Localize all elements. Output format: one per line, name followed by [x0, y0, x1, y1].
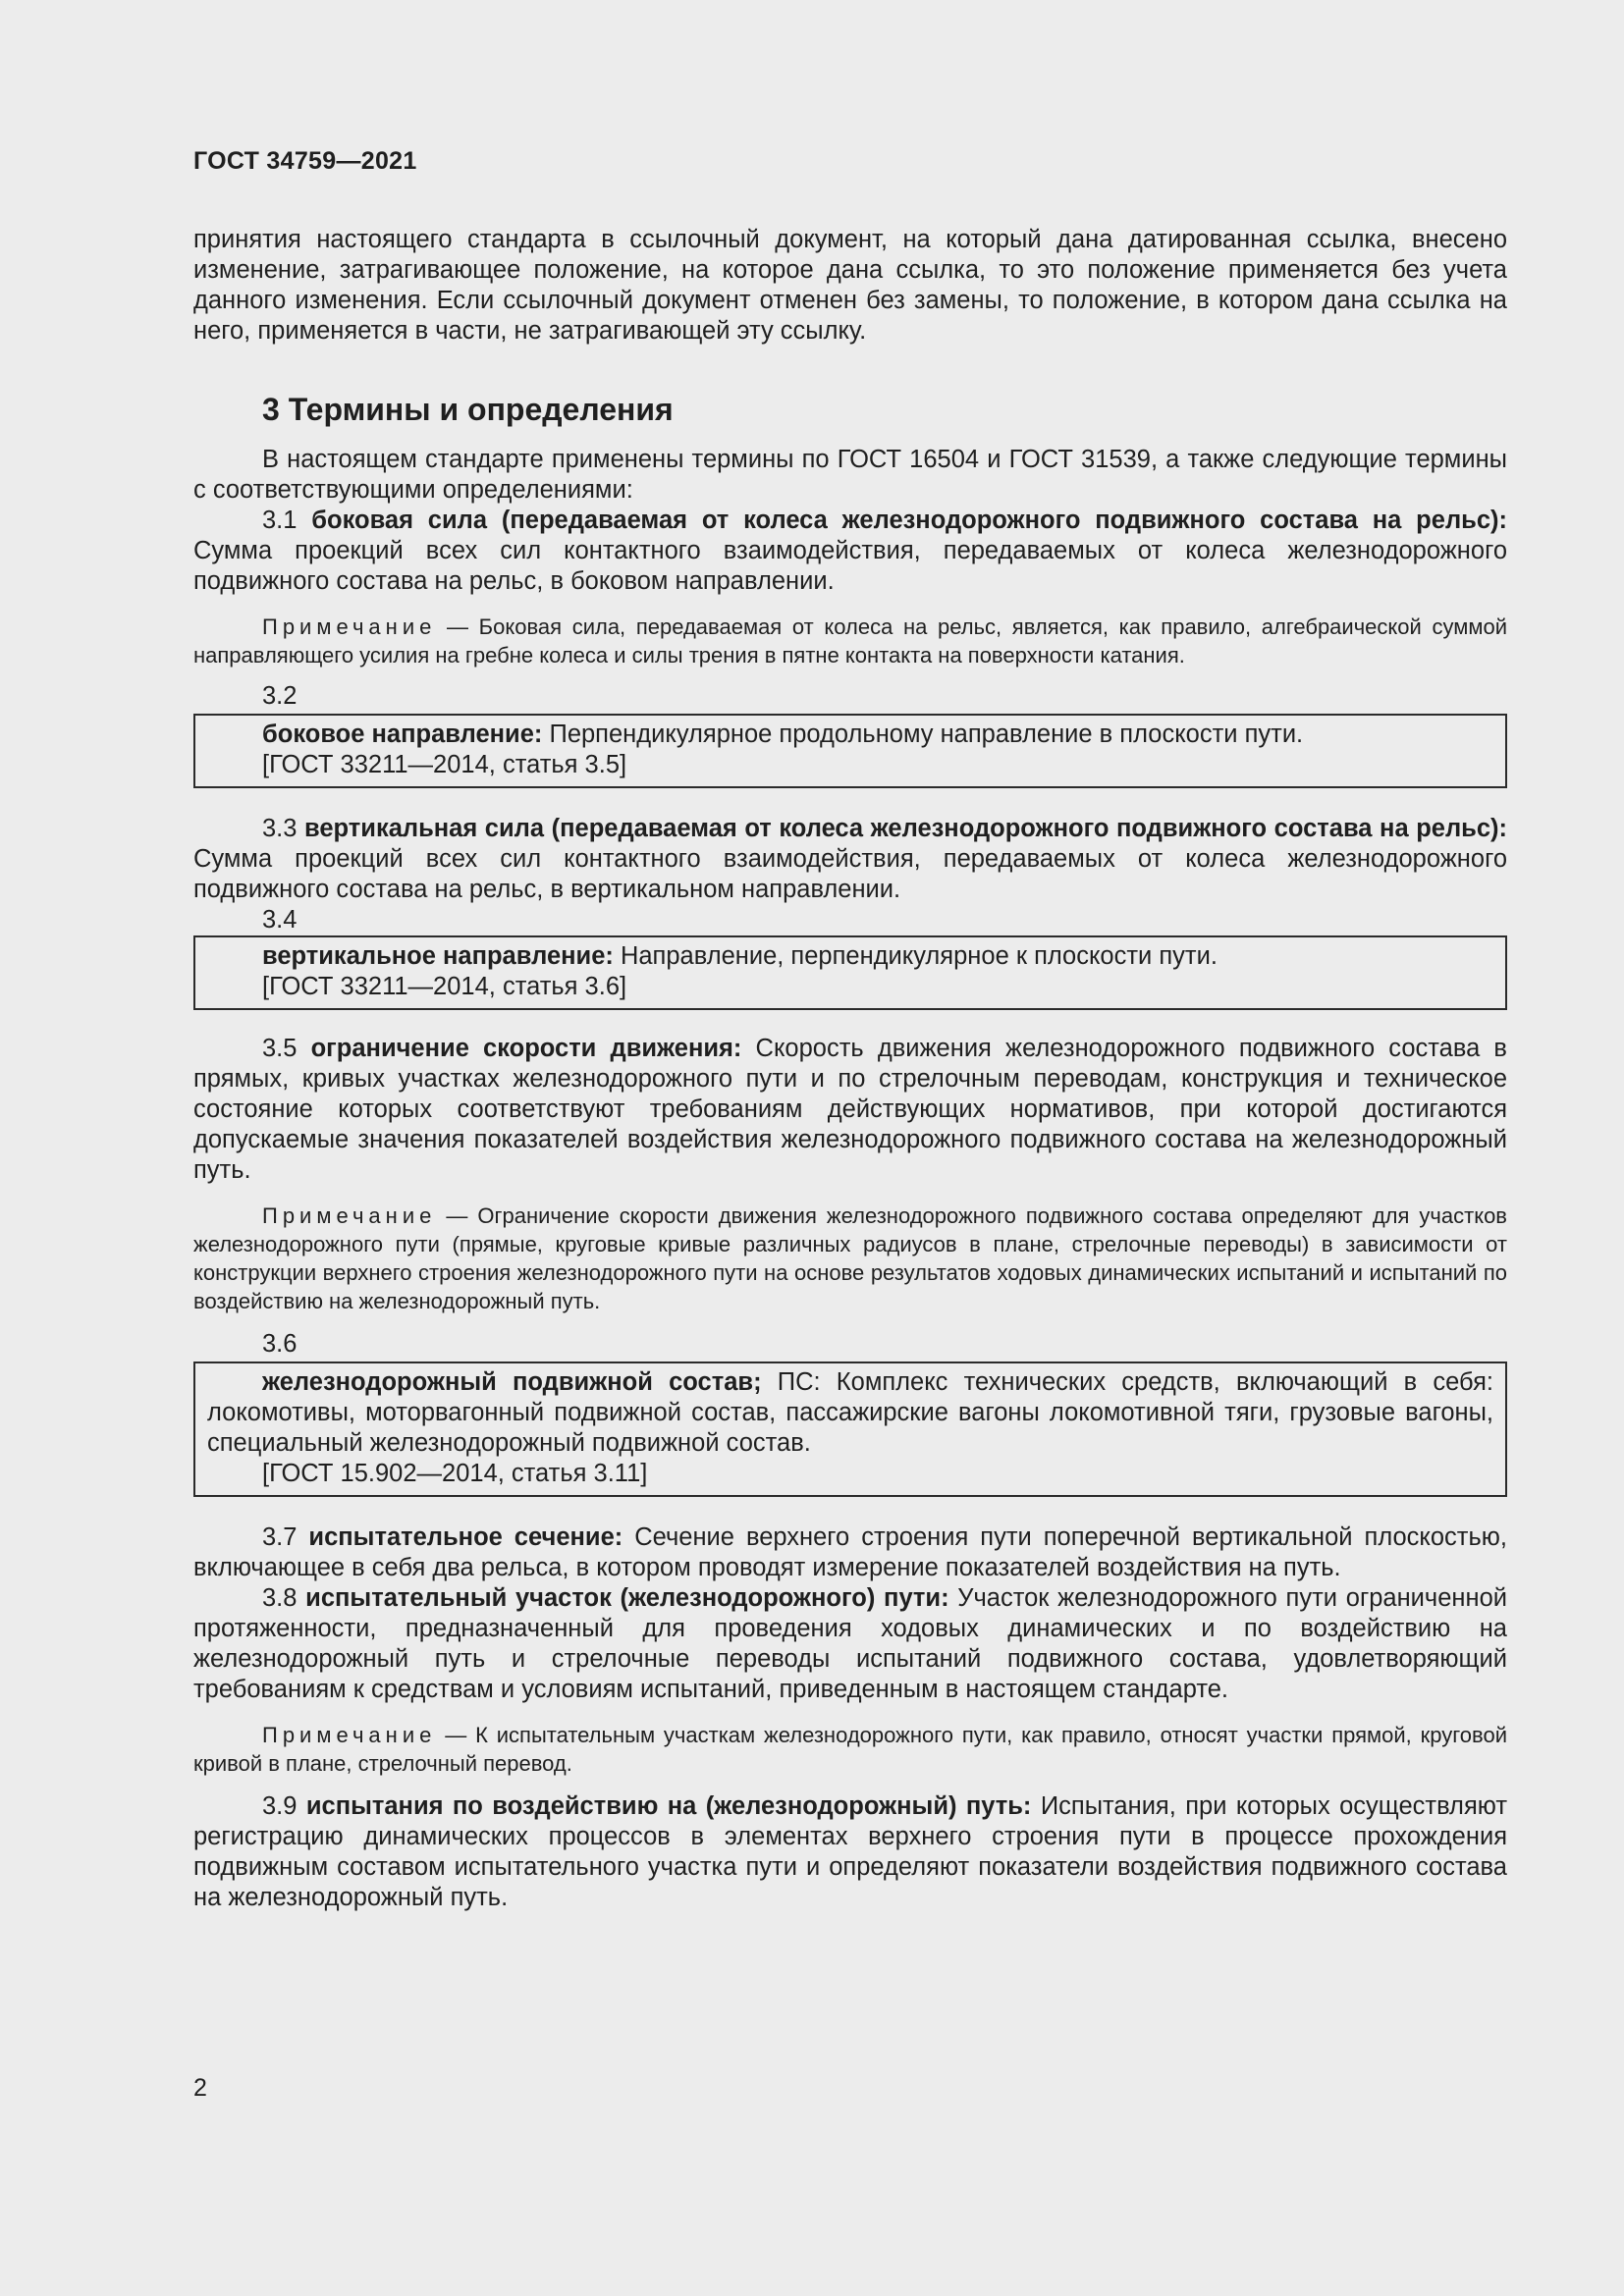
term-definition: Испытания, при которых осуществляют регистрацию динамических процессов в элементах верхнего строения пути в процессе прохождения подвижным составом испытательного участка пути и определяют показатели воздействия подвижного состава на железнодорожный путь. — [193, 1792, 1507, 1911]
term-3-9 — [193, 1791, 1507, 1913]
term-reference: [ГОСТ 33211—2014, статья 3.6] — [262, 973, 627, 1000]
document-header: ГОСТ 34759—2021 — [193, 147, 417, 175]
term-3-2-box — [193, 714, 1507, 788]
note-3 — [193, 1721, 1507, 1778]
term-3-4-box — [193, 935, 1507, 1010]
term-title: испытательный участок (железнодорожного) пути: — [305, 1584, 949, 1612]
term-3-7 — [193, 1522, 1507, 1583]
note-1 — [193, 613, 1507, 669]
term-3-6 — [207, 1367, 1493, 1459]
term-3-4 — [207, 941, 1493, 972]
page-content — [193, 225, 1507, 1913]
term-number: 3.5 — [262, 1035, 311, 1062]
term-title: железнодорожный подвижной состав; — [262, 1368, 762, 1396]
term-3-3 — [193, 814, 1507, 905]
term-3-8 — [193, 1583, 1507, 1705]
term-3-4-number: 3.4 — [262, 906, 298, 934]
intro-paragraph: принятия настоящего стандарта в ссылочный документ, на который дана датированная ссылка, внесено изменение, затрагивающее положение, на которое дана ссылка, то это положение применяется без учета данного изменения. Если ссылочный документ отменен без замены, то положение, в котором дана ссылка на него, применяется в части, не затрагивающей эту ссылку. — [193, 226, 1507, 345]
term-number: 3.1 — [262, 507, 312, 534]
note-text: Ограничение скорости движения железнодорожного подвижного состава определяют для участков железнодорожного пути (прямые, круговые кривые различных радиусов в плане, стрелочные переводы) в зависимости от конструкции верхнего строения железнодорожного пути на основе результатов ходовых динамических испытаний и испытаний по воздействию на железнодорожный путь. — [193, 1203, 1507, 1313]
term-definition: Направление, перпендикулярное к плоскости пути. — [613, 942, 1218, 970]
term-definition: Сечение верхнего строения пути поперечной вертикальной плоскостью, включающее в себя два рельса, в котором проводят измерение показателей воздействия на путь. — [193, 1523, 1507, 1581]
term-reference: [ГОСТ 33211—2014, статья 3.5] — [262, 751, 627, 778]
term-3-6-box — [193, 1362, 1507, 1497]
note-dash: — — [436, 1723, 476, 1747]
note-label: Примечание — [262, 614, 437, 639]
term-number: 3.3 — [262, 815, 305, 842]
term-definition: ПС: Комплекс технических средств, включающий в себя: локомотивы, моторвагонный подвижной состав, пассажирские вагоны локомотивной тяги, грузовые вагоны, специальный железнодорожный подвижной состав. — [207, 1368, 1493, 1457]
term-definition: Участок железнодорожного пути ограниченной протяженности, предназначенный для проведения ходовых динамических и по воздействию на железнодорожный путь и стрелочные переводы испытаний подвижного состава, удовлетворяющий требованиям к средствам и условиям испытаний, приведенным в настоящем стандарте. — [193, 1584, 1507, 1703]
note-label: Примечание — [262, 1203, 437, 1228]
note-2 — [193, 1201, 1507, 1315]
term-definition: Перпендикулярное продольному направление в плоскости пути. — [542, 721, 1304, 748]
term-title: боковое направление: — [262, 721, 543, 748]
term-number: 3.8 — [262, 1584, 306, 1612]
term-definition: Скорость движения железнодорожного подвижного состава в прямых, кривых участках железнодорожного пути и по стрелочным переводам, конструкция и техническое состояние которых соответствуют требованиям действующих нормативов, при которой достигаются допускаемые значения показателей воздействия железнодорожного подвижного состава на железнодорожный путь. — [193, 1035, 1507, 1184]
term-definition: Сумма проекций всех сил контактного взаимодействия, передаваемых от колеса железнодорожного подвижного состава на рельс, в боковом направлении. — [193, 537, 1507, 595]
term-3-2-number: 3.2 — [262, 682, 298, 710]
term-title: вертикальное направление: — [262, 942, 614, 970]
note-dash: — — [436, 1203, 478, 1228]
term-number: 3.7 — [262, 1523, 309, 1551]
section-heading: 3 Термины и определения — [262, 392, 674, 427]
term-3-5 — [193, 1034, 1507, 1186]
note-dash: — — [436, 614, 479, 639]
term-title: вертикальная сила (передаваемая от колеса железнодорожного подвижного состава на рельс): — [304, 815, 1507, 842]
term-title: испытания по воздействию на (железнодорожный) путь: — [305, 1792, 1032, 1820]
note-text: Боковая сила, передаваемая от колеса на рельс, является, как правило, алгебраической суммой направляющего усилия на гребне колеса и силы трения в пятне контакта на поверхности катания. — [193, 614, 1507, 667]
term-3-2 — [207, 720, 1493, 750]
section-lead: В настоящем стандарте применены термины по ГОСТ 16504 и ГОСТ 31539, а также следующие термины с соответствующими определениями: — [193, 446, 1507, 504]
term-3-1 — [193, 506, 1507, 597]
note-label: Примечание — [262, 1723, 437, 1747]
term-title: ограничение скорости движения: — [310, 1035, 742, 1062]
term-reference: [ГОСТ 15.902—2014, статья 3.11] — [262, 1460, 648, 1487]
page-number: 2 — [193, 2074, 207, 2102]
term-title: боковая сила (передаваемая от колеса железнодорожного подвижного состава на рельс): — [311, 507, 1507, 534]
note-text: К испытательным участкам железнодорожного пути, как правило, относят участки прямой, круговой кривой в плане, стрелочный перевод. — [193, 1723, 1507, 1776]
term-number: 3.9 — [262, 1792, 306, 1820]
term-title: испытательное сечение: — [308, 1523, 623, 1551]
term-3-6-number: 3.6 — [262, 1330, 298, 1358]
term-definition: Сумма проекций всех сил контактного взаимодействия, передаваемых от колеса железнодорожного подвижного состава на рельс, в вертикальном направлении. — [193, 845, 1507, 903]
